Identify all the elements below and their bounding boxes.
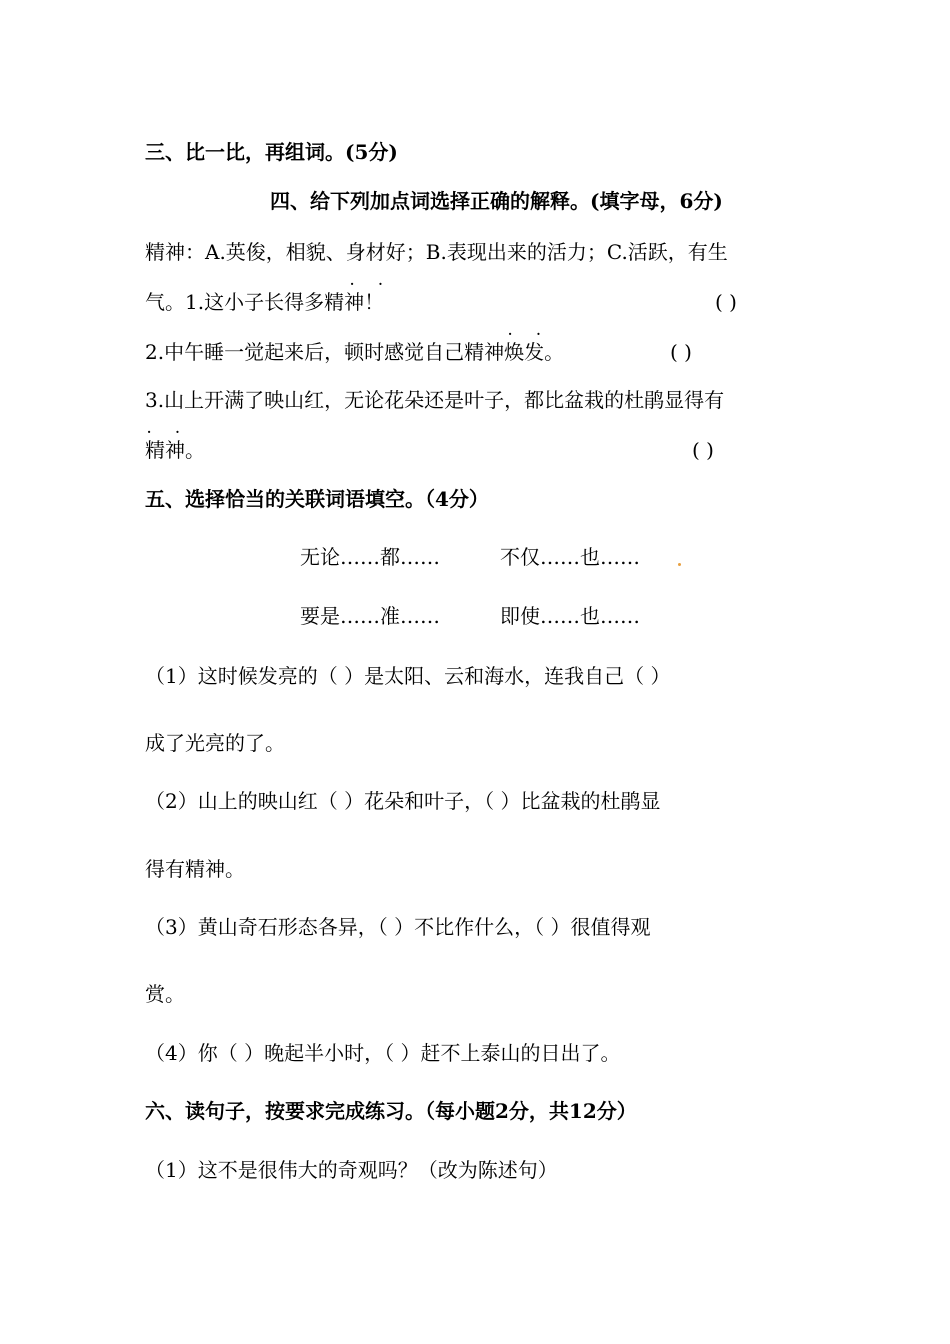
conjunction-option-4: 即使……也……	[500, 604, 640, 628]
section4-title: 四、给下列加点词选择正确的解释。(填字母，6分)	[270, 189, 723, 213]
item1-text: 气。1.这小子长得多精神！	[145, 290, 385, 314]
section5-title: 五、选择恰当的关联词语填空。（4分）	[145, 487, 489, 511]
question-1-cont: 成了光亮的了。	[145, 731, 285, 755]
section6-title: 六、读句子，按要求完成练习。（每小题2分，共12分）	[145, 1099, 637, 1123]
question-2-cont: 得有精神。	[145, 857, 245, 881]
item3-text: 3.山上开满了映山红，无论花朵还是叶子，都比盆栽的杜鹃显得有	[145, 388, 725, 412]
answer-paren-2[interactable]: ( )	[670, 340, 692, 364]
answer-paren-1[interactable]: ( )	[715, 290, 737, 314]
section6-question-1: （1）这不是很伟大的奇观吗？（改为陈述句）	[145, 1158, 558, 1182]
conjunction-option-2: 不仅……也……	[500, 545, 640, 569]
question-1: （1）这时候发亮的（ ）是太阳、云和海水，连我自己（ ）	[145, 664, 671, 688]
question-3-cont: 赏。	[145, 982, 185, 1006]
conjunction-option-1: 无论……都……	[300, 545, 440, 569]
question-3: （3）黄山奇石形态各异，（ ）不比作什么，（ ）很值得观	[145, 915, 651, 939]
emphasis-dots-3: · ·	[147, 425, 190, 439]
item3-cont-text: 精神。	[145, 438, 205, 462]
emphasis-dots-2: · ·	[508, 327, 551, 341]
question-4: （4）你（ ）晚起半小时，（ ）赶不上泰山的日出了。	[145, 1041, 621, 1065]
orange-dot-mark	[678, 563, 681, 566]
conjunction-option-3: 要是……准……	[300, 604, 440, 628]
section3-title: 三、比一比，再组词。(5分)	[145, 140, 398, 164]
emphasis-dots-1: · ·	[350, 277, 393, 291]
item2-text: 2.中午睡一觉起来后，顿时感觉自己精神焕发。	[145, 340, 565, 364]
answer-paren-3[interactable]: ( )	[692, 438, 714, 462]
definition-text: 精神：A.英俊，相貌、身材好；B.表现出来的活力；C.活跃，有生	[145, 240, 728, 264]
question-2: （2）山上的映山红（ ）花朵和叶子，（ ）比盆栽的杜鹃显	[145, 789, 661, 813]
